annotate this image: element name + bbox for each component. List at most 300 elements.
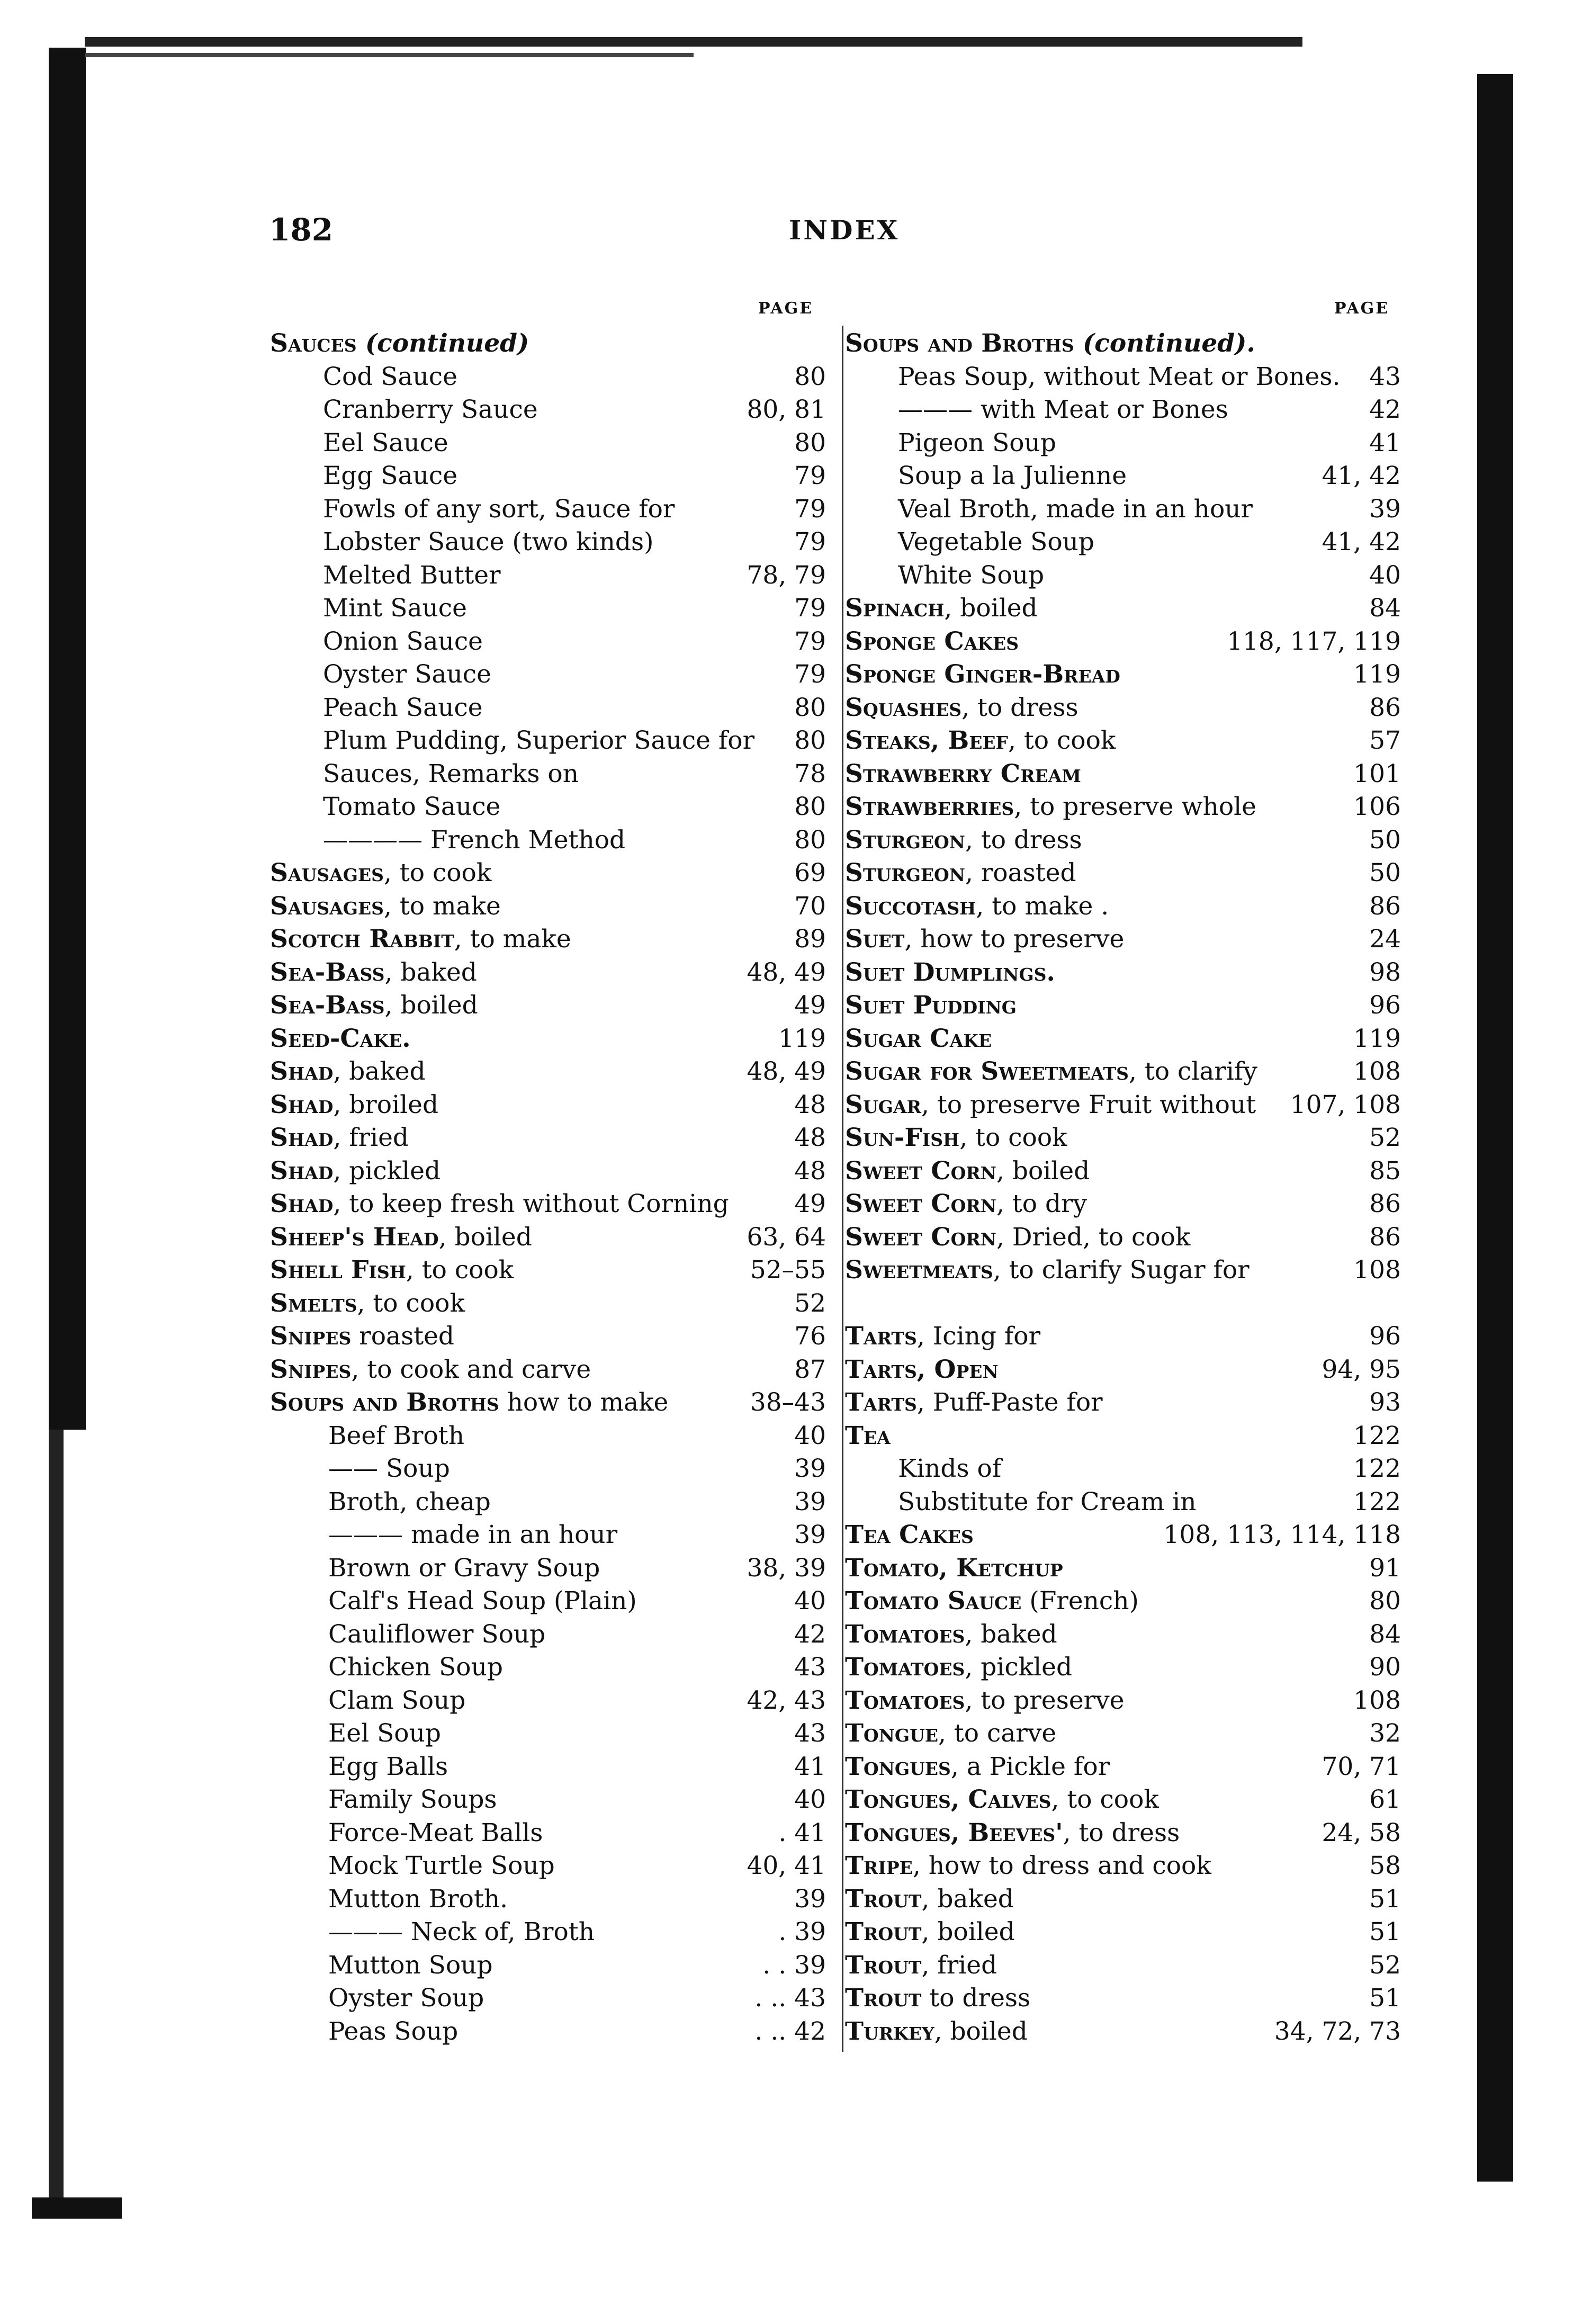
- entry-text: [845, 1618, 1057, 1652]
- entry-text: [845, 1320, 1040, 1353]
- entry-page: 79: [794, 626, 826, 656]
- entry-text: [845, 1751, 1110, 1784]
- index-entry: [845, 923, 1401, 956]
- entry-text: [845, 1519, 974, 1552]
- entry-text: [270, 1949, 493, 1982]
- index-entry: [270, 1386, 826, 1420]
- entry-heading: Tarts: [845, 1388, 917, 1417]
- entry-text: [270, 1089, 438, 1122]
- entry-heading: Sugar: [845, 1090, 921, 1119]
- entry-heading: Tomatoes: [845, 1685, 965, 1715]
- entry-heading: Sweetmeats: [845, 1255, 993, 1285]
- entry-heading: Sweet Corn: [845, 1222, 996, 1252]
- entry-text: [270, 1221, 532, 1254]
- entry-page: 84: [1369, 594, 1401, 623]
- entry-heading: Soups and Broths: [845, 329, 1074, 358]
- entry-page: 80: [794, 792, 826, 821]
- entry-text: [270, 857, 491, 890]
- index-entry: [845, 327, 1401, 361]
- entry-page: 85: [1369, 1156, 1401, 1186]
- entry-page: 87: [794, 1354, 826, 1384]
- index-entry: [270, 1121, 826, 1155]
- index-entry: [845, 1089, 1401, 1122]
- entry-subtext: , boiled: [438, 1222, 532, 1252]
- entry-text: [270, 1320, 454, 1353]
- entry-page: 43: [1369, 362, 1401, 391]
- entry-text: [270, 1817, 543, 1850]
- entry-subtext: Family Soups: [328, 1785, 497, 1814]
- entry-page: . .. 42: [754, 2016, 826, 2046]
- index-entry: [270, 1949, 826, 1982]
- entry-text: [845, 1121, 1067, 1155]
- entry-heading: Suet Dumplings.: [845, 957, 1055, 987]
- entry-text: [845, 692, 1078, 725]
- entry-subtext: , how to preserve: [904, 925, 1125, 954]
- index-entry: [270, 1254, 826, 1287]
- index-entry: [270, 1783, 826, 1817]
- entry-text: [270, 427, 448, 460]
- entry-subtext: , to cook: [1008, 726, 1116, 755]
- entry-subtext: , to preserve whole: [1014, 792, 1256, 821]
- entry-text: [845, 1883, 1014, 1916]
- index-entry: [270, 1585, 826, 1618]
- entry-heading: Soups and Broths: [270, 1388, 499, 1417]
- entry-text: [270, 692, 483, 725]
- entry-continued: (continued): [356, 329, 529, 358]
- entry-subtext: , fried: [333, 1123, 409, 1152]
- entry-subtext: Mutton Broth.: [328, 1884, 508, 1914]
- entry-page: 90: [1369, 1653, 1401, 1682]
- entry-page: 101: [1353, 759, 1401, 788]
- entry-page: 118, 117, 119: [1227, 626, 1401, 656]
- index-gap: [845, 1287, 1401, 1321]
- index-entry: [270, 460, 826, 493]
- entry-text: [845, 857, 1076, 890]
- index-entry: [270, 724, 826, 758]
- index-entry: [845, 2015, 1401, 2049]
- entry-text: [270, 791, 500, 824]
- entry-subtext: , to carve: [938, 1719, 1057, 1748]
- entry-heading: Turkey: [845, 2016, 934, 2046]
- entry-text: [270, 1916, 595, 1949]
- entry-text: [845, 460, 1127, 493]
- entry-text: [845, 658, 1120, 692]
- entry-text: [270, 1452, 450, 1486]
- entry-page: 78, 79: [747, 560, 826, 590]
- entry-page: 38, 39: [747, 1553, 826, 1583]
- index-entry: [845, 1585, 1401, 1618]
- entry-text: [845, 1155, 1090, 1188]
- entry-subtext: , to preserve Fruit without: [921, 1090, 1256, 1119]
- index-entry: [845, 1188, 1401, 1221]
- entry-page: . . 39: [762, 1950, 826, 1980]
- entry-text: [270, 758, 579, 791]
- entry-subtext: , to clarify Sugar for: [993, 1255, 1250, 1285]
- index-entry: [845, 1684, 1401, 1718]
- entry-subtext: , baked: [921, 1884, 1014, 1914]
- entry-page: 80: [1369, 1586, 1401, 1616]
- index-entry: [270, 1916, 826, 1949]
- entry-page: 79: [794, 594, 826, 623]
- entry-heading: Tongue: [845, 1719, 938, 1748]
- index-entry: [845, 724, 1401, 758]
- entry-page: 107, 108: [1290, 1090, 1401, 1119]
- entry-text: [845, 1055, 1257, 1089]
- entry-heading: Sweet Corn: [845, 1156, 996, 1186]
- entry-subtext: , to cook: [406, 1255, 514, 1285]
- entry-page: 79: [794, 527, 826, 557]
- index-entry: [270, 658, 826, 692]
- entry-page: 80: [794, 825, 826, 855]
- entry-text: [270, 1982, 484, 2015]
- index-entry: [845, 1817, 1401, 1850]
- index-entry: [845, 1883, 1401, 1916]
- index-entry: [845, 1022, 1401, 1056]
- entry-subtext: , Puff-Paste for: [916, 1388, 1103, 1417]
- entry-subtext: , a Pickle for: [950, 1752, 1110, 1781]
- entry-text: [270, 1188, 729, 1221]
- entry-text: [845, 923, 1124, 956]
- entry-subtext: to dress: [921, 1984, 1031, 2013]
- entry-page: 119: [1353, 1024, 1401, 1053]
- entry-text: [270, 1022, 411, 1056]
- entry-page: . 41: [778, 1818, 826, 1847]
- entry-heading: Tongues: [845, 1752, 951, 1781]
- entry-page: 42, 43: [747, 1685, 826, 1715]
- entry-heading: Sponge Cakes: [845, 626, 1019, 656]
- entry-subtext: , Icing for: [916, 1322, 1041, 1351]
- entry-text: [845, 1188, 1087, 1221]
- entry-page: 106: [1353, 792, 1401, 821]
- entry-text: [845, 1717, 1056, 1751]
- entry-page: 108: [1353, 1255, 1401, 1285]
- entry-subtext: Beef Broth: [328, 1421, 464, 1450]
- entry-subtext: , to dress: [1063, 1818, 1180, 1847]
- entry-subtext: Plum Pudding, Superior Sauce for: [323, 726, 755, 755]
- entry-text: [270, 493, 675, 526]
- entry-text: [845, 526, 1094, 559]
- entry-subtext: , to cook and carve: [351, 1354, 591, 1384]
- entry-heading: Sponge Ginger-Bread: [845, 660, 1120, 689]
- index-entry: [270, 1751, 826, 1784]
- entry-text: [270, 327, 529, 361]
- entry-page: 122: [1353, 1454, 1401, 1483]
- index-entry: [845, 1155, 1401, 1188]
- scan-edge-top: [85, 37, 1302, 47]
- entry-text: [845, 1684, 1124, 1718]
- index-entry: [270, 923, 826, 956]
- entry-text: [845, 724, 1116, 758]
- entry-page: 39: [794, 1454, 826, 1483]
- index-entry: [270, 1353, 826, 1387]
- entry-heading: Scotch Rabbit: [270, 925, 454, 954]
- entry-text: [270, 1420, 464, 1453]
- entry-text: [270, 658, 491, 692]
- entry-heading: Shad: [270, 1189, 334, 1218]
- entry-text: [845, 1949, 997, 1982]
- entry-subtext: Cod Sauce: [323, 362, 457, 391]
- index-entry: [845, 1519, 1401, 1552]
- entry-subtext: , to clarify: [1129, 1057, 1257, 1086]
- index-entry: [845, 493, 1401, 526]
- index-entry: [845, 758, 1401, 791]
- index-entry: [845, 1651, 1401, 1684]
- index-entry: [270, 1188, 826, 1221]
- index-entry: [270, 857, 826, 890]
- index-entry: [270, 791, 826, 824]
- entry-heading: Shad: [270, 1090, 334, 1119]
- entry-heading: Shell Fish: [270, 1255, 406, 1285]
- entry-subtext: ——— Neck of, Broth: [328, 1917, 595, 1946]
- entry-subtext: , baked: [333, 1057, 426, 1086]
- index-entry: [845, 393, 1401, 427]
- entry-page: 80: [794, 726, 826, 755]
- index-entry: [270, 1817, 826, 1850]
- entry-heading: Tarts: [845, 1322, 917, 1351]
- entry-continued: (continued).: [1074, 329, 1255, 358]
- entry-subtext: Cranberry Sauce: [323, 395, 538, 424]
- entry-subtext: , to preserve: [965, 1685, 1125, 1715]
- index-entry: [845, 658, 1401, 692]
- entry-subtext: Oyster Sauce: [323, 660, 491, 689]
- index-entry: [845, 1850, 1401, 1883]
- index-entry: [270, 1883, 826, 1916]
- entry-heading: Snipes: [270, 1322, 352, 1351]
- entry-subtext: Clam Soup: [328, 1685, 466, 1715]
- index-entry: [845, 1618, 1401, 1652]
- scan-edge-right: [1477, 74, 1513, 2182]
- entry-page: 86: [1369, 891, 1401, 921]
- entry-subtext: Onion Sauce: [323, 626, 483, 656]
- index-entry: [270, 1684, 826, 1718]
- entry-text: [845, 758, 1081, 791]
- entry-subtext: Cauliflower Soup: [328, 1619, 546, 1649]
- index-entry: [845, 1783, 1401, 1817]
- index-entry: [845, 1055, 1401, 1089]
- entry-subtext: Veal Broth, made in an hour: [898, 494, 1253, 524]
- entry-text: [270, 1552, 600, 1585]
- index-entry: [845, 361, 1401, 394]
- entry-page: 48, 49: [747, 1057, 826, 1086]
- entry-subtext: how to make: [499, 1388, 669, 1417]
- entry-heading: Sea-Bass: [270, 957, 385, 987]
- index-entry: [845, 1221, 1401, 1254]
- entry-heading: Tomato, Ketchup: [845, 1553, 1063, 1583]
- entry-heading: Suet Pudding: [845, 991, 1017, 1020]
- entry-text: [845, 1916, 1015, 1949]
- entry-text: [845, 1386, 1103, 1420]
- entry-subtext: , baked: [384, 957, 477, 987]
- entry-heading: Shad: [270, 1123, 334, 1152]
- entry-page: 24: [1369, 925, 1401, 954]
- entry-subtext: (French): [1021, 1586, 1139, 1616]
- index-entry: [270, 758, 826, 791]
- entry-page: 122: [1353, 1421, 1401, 1450]
- entry-heading: Strawberry Cream: [845, 759, 1081, 788]
- entry-heading: Succotash: [845, 891, 976, 921]
- index-entry: [270, 1982, 826, 2015]
- entry-page: 40, 41: [747, 1851, 826, 1880]
- entry-page: 80: [794, 428, 826, 457]
- entry-text: [270, 724, 754, 758]
- index-entry: [270, 526, 826, 559]
- index-entry: [270, 1452, 826, 1486]
- entry-page: 78: [794, 759, 826, 788]
- entry-page: 40: [1369, 560, 1401, 590]
- entry-page: 34, 72, 73: [1274, 2016, 1401, 2046]
- entry-subtext: , to dress: [965, 825, 1082, 855]
- entry-heading: Tomatoes: [845, 1653, 965, 1682]
- entry-text: [845, 824, 1082, 857]
- entry-page: 63, 64: [747, 1222, 826, 1252]
- index-entry: [845, 1420, 1401, 1453]
- entry-heading: Tongues, Beeves': [845, 1818, 1063, 1847]
- entry-heading: Sausages: [270, 858, 384, 887]
- entry-page: . .. 43: [754, 1984, 826, 2013]
- entry-page: 49: [794, 991, 826, 1020]
- entry-subtext: Peach Sauce: [323, 693, 483, 722]
- entry-heading: Seed-Cake.: [270, 1024, 411, 1053]
- entry-subtext: , to cook: [357, 1288, 465, 1318]
- entry-text: [270, 559, 501, 593]
- entry-text: [270, 460, 457, 493]
- entry-page: 39: [794, 1884, 826, 1914]
- entry-text: [845, 592, 1038, 625]
- entry-heading: Sweet Corn: [845, 1189, 996, 1218]
- entry-subtext: , broiled: [333, 1090, 439, 1119]
- entry-subtext: Tomato Sauce: [323, 792, 501, 821]
- index-entry: [270, 1155, 826, 1188]
- entry-text: [270, 1684, 465, 1718]
- entry-subtext: Broth, cheap: [328, 1487, 491, 1517]
- entry-page: 43: [794, 1719, 826, 1748]
- entry-page: 52: [1369, 1950, 1401, 1980]
- index-entry: [845, 890, 1401, 923]
- index-entry: [845, 1916, 1401, 1949]
- entry-page: 108, 113, 114, 118: [1163, 1520, 1401, 1549]
- entry-text: [845, 1486, 1197, 1519]
- entry-subtext: Force-Meat Balls: [328, 1818, 543, 1847]
- entry-text: [845, 427, 1056, 460]
- entry-page: 96: [1369, 991, 1401, 1020]
- entry-subtext: Egg Balls: [328, 1752, 448, 1781]
- entry-page: 32: [1369, 1719, 1401, 1748]
- entry-page: 57: [1369, 726, 1401, 755]
- index-entry: [845, 625, 1401, 659]
- index-entry: [845, 526, 1401, 559]
- entry-text: [845, 1353, 999, 1387]
- entry-heading: Tomato Sauce: [845, 1586, 1022, 1616]
- entry-page: 70, 71: [1322, 1752, 1401, 1781]
- entry-text: [270, 1717, 441, 1751]
- entry-subtext: ——— made in an hour: [328, 1520, 618, 1549]
- index-entry: [270, 393, 826, 427]
- entry-page: 96: [1369, 1322, 1401, 1351]
- entry-subtext: , boiled: [934, 2016, 1028, 2046]
- entry-heading: Squashes: [845, 693, 962, 722]
- entry-text: [270, 1486, 491, 1519]
- entry-subtext: Eel Soup: [328, 1719, 441, 1748]
- entry-page: 43: [794, 1653, 826, 1682]
- entry-heading: Trout: [845, 1950, 922, 1980]
- entry-subtext: roasted: [351, 1322, 454, 1351]
- entry-heading: Tea: [845, 1421, 891, 1450]
- entry-text: [845, 1420, 891, 1453]
- entry-page: 86: [1369, 1222, 1401, 1252]
- index-entry: [270, 1486, 826, 1519]
- entry-page: 40: [794, 1586, 826, 1616]
- entry-page: 39: [1369, 494, 1401, 524]
- index-entry: [270, 1850, 826, 1883]
- index-entry: [270, 1287, 826, 1321]
- entry-subtext: , boiled: [384, 991, 478, 1020]
- entry-subtext: , boiled: [944, 594, 1038, 623]
- entry-page: 41, 42: [1322, 527, 1401, 557]
- entry-text: [270, 361, 457, 394]
- entry-subtext: Peas Soup: [328, 2016, 459, 2046]
- index-entry: [845, 1552, 1401, 1585]
- entry-page: 50: [1369, 825, 1401, 855]
- right-page-column-head: PAGE: [1334, 299, 1390, 318]
- entry-subtext: Mock Turtle Soup: [328, 1851, 555, 1880]
- entry-page: 39: [794, 1487, 826, 1517]
- entry-page: 58: [1369, 1851, 1401, 1880]
- index-entry: [270, 427, 826, 460]
- index-entry: [845, 559, 1401, 593]
- entry-text: [270, 2015, 458, 2049]
- entry-page: 89: [794, 925, 826, 954]
- entry-text: [270, 1783, 497, 1817]
- entry-page: 52: [794, 1288, 826, 1318]
- index-entry: [270, 1651, 826, 1684]
- entry-subtext: Chicken Soup: [328, 1653, 503, 1682]
- entry-subtext: Soup a la Julienne: [898, 461, 1127, 490]
- left-page-column-head: PAGE: [758, 299, 814, 318]
- entry-text: [845, 890, 1109, 923]
- entry-heading: Tarts, Open: [845, 1354, 999, 1384]
- left-index-column: [270, 327, 826, 2048]
- index-entry: [270, 592, 826, 625]
- entry-page: 80: [794, 693, 826, 722]
- scan-edge-top-thin: [85, 53, 694, 57]
- entry-text: [270, 1386, 668, 1420]
- index-entry: [270, 361, 826, 394]
- index-entry: [270, 1717, 826, 1751]
- entry-subtext: , to make: [454, 925, 571, 954]
- entry-subtext: , to cook: [383, 858, 492, 887]
- entry-page: 41: [794, 1752, 826, 1781]
- index-entry: [270, 493, 826, 526]
- entry-heading: Tea Cakes: [845, 1520, 974, 1549]
- entry-page: 98: [1369, 957, 1401, 987]
- entry-subtext: , to make .: [976, 891, 1109, 921]
- entry-text: [845, 989, 1017, 1022]
- entry-subtext: —— Soup: [328, 1454, 450, 1483]
- entry-text: [845, 956, 1055, 990]
- entry-text: [270, 592, 467, 625]
- entry-heading: Spinach: [845, 594, 945, 623]
- index-entry: [845, 692, 1401, 725]
- entry-subtext: Peas Soup, without Meat or Bones.: [898, 362, 1341, 391]
- index-entry: [270, 559, 826, 593]
- entry-text: [270, 1287, 465, 1321]
- entry-subtext: Mutton Soup: [328, 1950, 493, 1980]
- entry-heading: Trout: [845, 1884, 922, 1914]
- entry-subtext: , how to dress and cook: [912, 1851, 1211, 1880]
- entry-heading: Shad: [270, 1057, 334, 1086]
- entry-page: 42: [1369, 395, 1401, 424]
- entry-text: [270, 526, 653, 559]
